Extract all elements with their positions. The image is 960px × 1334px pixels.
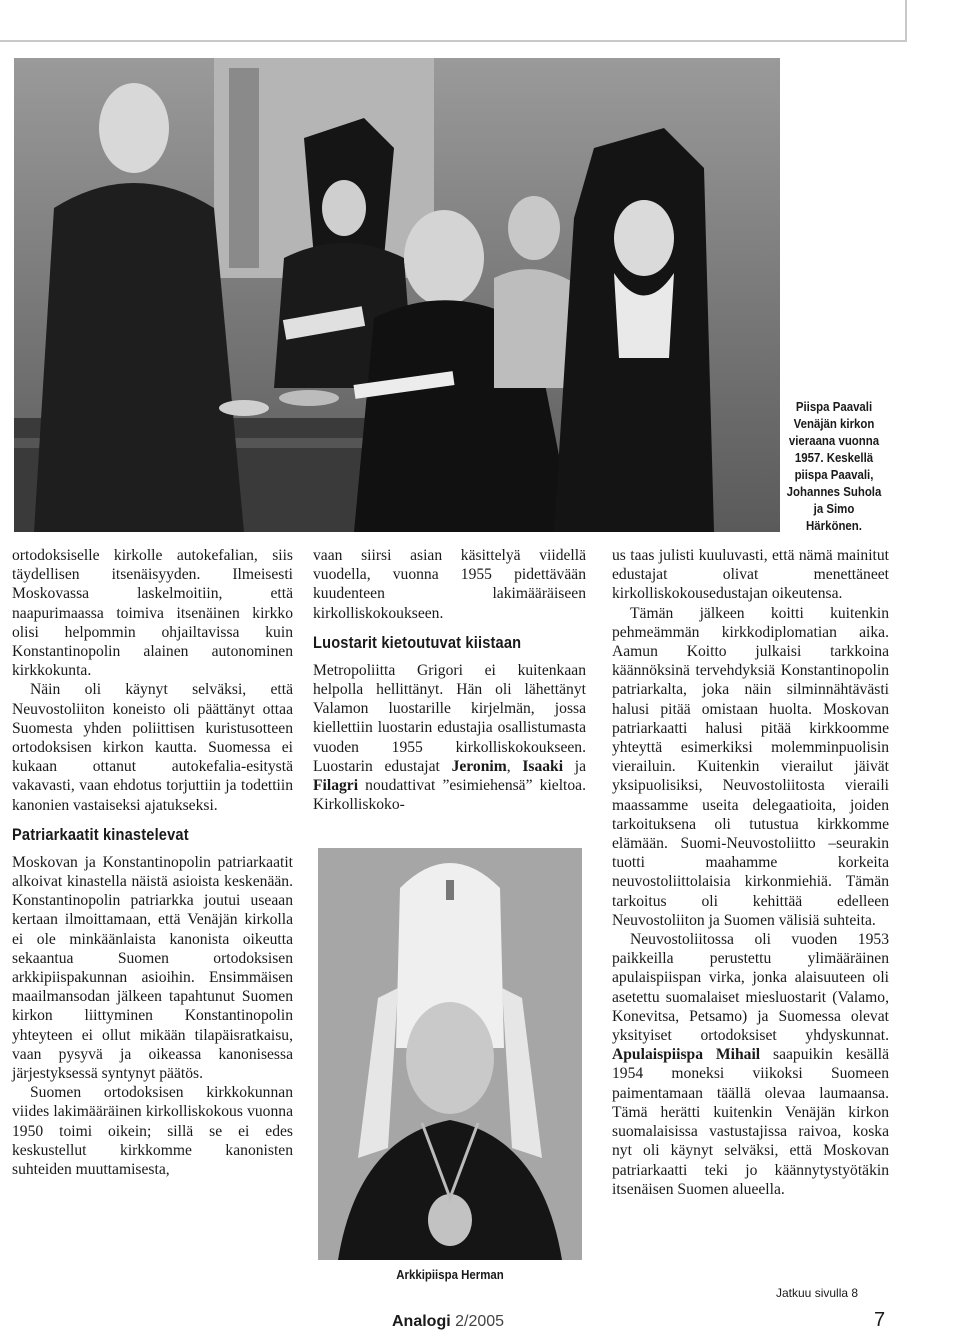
name-jeronim: Jeronim (451, 757, 507, 775)
photo-bishop-visit-image (14, 58, 780, 532)
page-number: 7 (874, 1309, 886, 1331)
caption-line: Piispa Paavali (795, 399, 873, 414)
text-run: saapuikin kesällä 1954 moneksi viikoksi Suomeen paimentamaan täällä olevaa laumaansa. Tämä herätti kuitenkin Venäjän kirkon suomalaisissa vastustajissa raivoa, koska nyt oli käynyt selväksi, että Moskovan patriarkaatti teki jo käännytystyötäkin itsenäisen Suomen alueella. (612, 1046, 889, 1198)
photo-bishop-visit-1957 (14, 58, 780, 532)
caption-line: 1957. Keskellä (794, 450, 874, 465)
paragraph: Suomen ortodoksisen kirkkokunnan viides lakimääräinen kirkolliskokous vuonna 1950 toimi oikein; sillä se ei edes keskustellut kirkkomme kanonisten suhteiden muuttamisesta, (12, 1084, 293, 1179)
magazine-footer (392, 1313, 504, 1331)
paragraph: vaan siirsi asian käsittelyä viidellä vuodella, vuonna 1955 pidettävään kuudenteen lakimääräiseen kirkolliskokoukseen. (313, 547, 586, 622)
portrait-image (318, 848, 582, 1260)
name-filagri: Filagri (313, 777, 359, 795)
paragraph: ortodoksiselle kirkolle autokefalian, siis täydellisen itsenäisyyden. Ilmeisesti Moskovassa laskelmoitiin, että naapurimaassa toimiva itsenäinen kirkko olisi helpommin ohjailtavissa kuin Konstantinopolin alainen autonominen kirkkokunta. (12, 547, 293, 680)
text-run: ja (563, 757, 587, 775)
photo-archbishop-herman (318, 848, 582, 1260)
paragraph: us taas julisti kuuluvasti, että nämä mainitut edustajat olivat menettäneet kirkolliskokousedustajan oikeutensa. (612, 547, 889, 603)
photo-caption-bottom: Arkkipiispa Herman (396, 1267, 504, 1282)
photo-caption-top (786, 398, 883, 534)
caption-line: ja Simo (813, 501, 855, 516)
continued-note: Jatkuu sivulla 8 (776, 1286, 859, 1300)
name-mihail: Apulaispiispa Mihail (612, 1046, 761, 1064)
paragraph: Metropoliitta Grigori ei kuitenkaan helpolla hellittänyt. Hän oli lähettänyt Valamon luostarille kirjelmän, jossa kiellettiin luostarin edustajia osallistumasta vuoden 1955 kirkolliskokoukseen. Luostarin edustajat Jeronim, Isaaki ja Filagri noudattivat ”esimiehensä” kieltoa. Kirkolliskoko- (313, 661, 587, 814)
paragraph: Moskovan ja Konstantinopolin patriarkaatit alkoivat kinastella näistä asioista keskenään. Konstantinopolin patriarkka joutui useaan kertaan ilmoittamaan, että Venäjän kirkolla ei ole minkäänlaista kanonista oikeutta sekaantua Suomen ortodoksisen arkkipiispakunnan asioihin. Ensimmäisen maailmansodan jälkeen tapahtunut Suomen kirkon liittyminen Konstantinopolin yhteyteen ei ollut mikään tilapäisratkaisu, vaan pysyvä ja oikeassa kanonisessa järjestyksessä syntynyt päätös. (12, 853, 293, 1083)
paragraph: Tämän jälkeen koitti kuitenkin pehmeämmän kirkkodiplomatian aika. Aamun Koitto julkaisi tarkkoina käännöksinä tervehdyksiä Konstantinopolin patriarkalta, joka näin silminnähtävästi halusi pitää omistaan huolta. Moskovan patriarkaatti halusi pitää kirkkoomme yhteyttä esimerkiksi molemminpuolisin vierailuin. Kuitenkin vierailut jäivät yksipuolisiksi, Neuvostoliitosta vieraili maassamme useita delegaatioita, joiden tarkoituksena oli tutustua kirkkomme elämään. Suomi-Neuvostoliitto –seurakin tuotti maahamme korkeita neuvostoliittolaisia kirkonmiehiä. Tämän tarkoitus oli kehittää edelleen Neuvostoliiton ja Suomen välisiä suhteita. (612, 604, 889, 929)
article-column-2 (313, 546, 586, 814)
caption-line: piispa Paavali, (794, 467, 874, 482)
magazine-name: Analogi (392, 1313, 451, 1330)
article-column-3 (612, 546, 889, 1199)
text-run: noudattivat ”esimiehensä” kieltoa. Kirkolliskoko- (313, 777, 586, 814)
section-heading: Luostarit kietoutuvat kiistaan (313, 632, 522, 652)
header-rule (0, 0, 907, 42)
issue-number: 2/2005 (455, 1313, 505, 1330)
caption-line: Venäjän kirkon (793, 416, 875, 431)
caption-line: vieraana vuonna (788, 433, 880, 448)
caption-line: Härkönen. (806, 518, 862, 533)
section-heading: Patriarkaatit kinastelevat (12, 824, 189, 844)
name-isaaki: Isaaki (522, 757, 564, 775)
article-column-1 (12, 546, 293, 1179)
text-run: Neuvostoliitossa oli vuoden 1953 paikkeilla perustettu ylimääräinen apulaispiispan virka, jonka alaisuuteen oli asetettu suomalaiset miesluostarit (Valamo, Konevitsa, Petsamo) ja Suomessa olevat yksityiset ortodoksiset yhdyskunnat. (612, 931, 889, 1045)
caption-line: Johannes Suhola (786, 484, 882, 499)
text-run: Metropoliitta Grigori ei kuitenkaan helpolla hellittänyt. Hän oli lähettänyt Valamon luostarille kirjelmän, jossa kiellettiin luostarin edustajia osallistumasta vuoden 1955 kirkolliskokoukseen. Luostarin edustajat (313, 661, 586, 775)
paragraph: Näin oli käynyt selväksi, että Neuvostoliiton koneisto oli päättänyt ottaa Suomesta yhden poliittisen kuristusotteen ortodoksisen kirkon kautta. Suomessa ei kukaan ottanut autokefalia-esitystä vakavasti, vaan ehdotus torjuttiin ja todettiin kanonien vastaiseksi ajatukseksi. (12, 681, 293, 814)
paragraph (612, 930, 889, 1199)
